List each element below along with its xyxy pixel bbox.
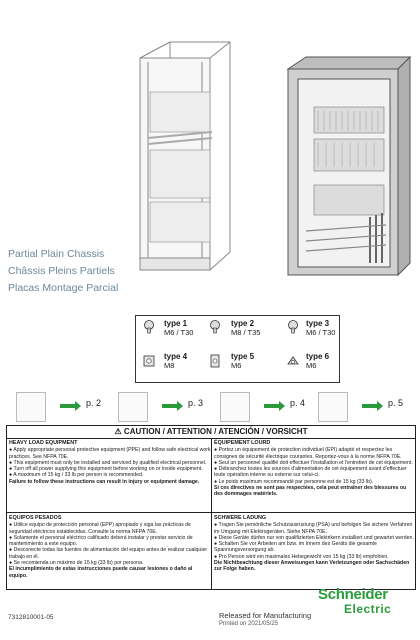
caution-spanish: EQUIPOS PESADOS ● Utilice equipo de protección personal (EPP) apropiado y siga las prácticas de seguridad eléctricos establecidas. Consulte la norma NFPA 70E. ● Solamente el personal eléctrico calificado deberá instalar y prestar servicio de mantenimiento a este equipo. ● Desconecte todas las fuentes de alimentación del equipo antes de realizar cualquier trabajo en él. ● Se recomienda un máximo de 15 kg (33 lb) por persona. El incumplimiento de estas instrucciones puede causar lesiones o daño al equipo.: [9, 515, 208, 579]
step-thumbnail: [16, 392, 46, 422]
print-date: Printed on 2021/05/25: [219, 621, 279, 627]
spring-nut-icon: [286, 354, 300, 368]
torx-screw-icon: [142, 320, 156, 334]
caution-header: ⚠ CAUTION / ATTENTION / ATENCIÓN / VORSICHT: [7, 426, 415, 439]
nav-page-3[interactable]: p. 3: [118, 388, 218, 424]
column-divider: [211, 438, 212, 589]
arrow-right-icon: [60, 404, 76, 408]
arrow-right-icon: [362, 404, 378, 408]
row-divider: [7, 512, 415, 513]
screw-with-washer-icon: [286, 320, 300, 334]
title-english: Partial Plain Chassis: [8, 248, 105, 260]
arrow-right-icon: [162, 404, 178, 408]
page-navigation-strip: [6, 388, 416, 424]
caution-block: [6, 425, 416, 590]
step-thumbnail: [318, 392, 348, 422]
type-6: type 6 M6: [306, 352, 330, 370]
cage-nut-icon: [142, 354, 156, 368]
nav-page-2[interactable]: p. 2: [16, 388, 116, 424]
title-spanish: Placas Montage Parcial: [8, 282, 119, 294]
type-5: type 5 M6: [231, 352, 255, 370]
schneider-electric-logo: Schneider Electric: [318, 586, 392, 616]
step-thumbnail: [220, 392, 250, 422]
clip-nut-icon: [208, 354, 222, 368]
enclosure-frame-illustration: [120, 30, 270, 290]
type-2: type 2 M8 / T35: [231, 319, 261, 337]
caution-french: ÉQUIPEMENT LOURD ● Portez un équipement de protection individuel (EPI) adapté et respectez les consignes de sécurité électrique courantes. Reportez-vous à la norme NFPA 70E. ● Seul un personnel qualifié doit effectuer l'installation et l'entretien de cet équipement. ● Débranchez toutes les sources d'alimentation de cet équipement avant d'effectuer toute opération interne ou externe sur celui-ci. ● Le poids maximum recommandé par personne est de 15 kg (33 lb). Si ces directives ne sont pas respectées, cela peut entraîner des blessures ou des dommages matériels.: [214, 440, 413, 498]
type-4: type 4 M8: [164, 352, 188, 370]
type-1: type 1 M6 / T30: [164, 319, 194, 337]
type-3: type 3 M6 / T30: [306, 319, 336, 337]
title-french: Châssis Pleins Partiels: [8, 265, 115, 277]
enclosure-equipped-illustration: [270, 55, 415, 285]
release-status: Released for Manufacturing: [219, 611, 312, 620]
nav-page-4[interactable]: p. 4: [220, 388, 320, 424]
caution-english: HEAVY LOAD EQUIPMENT ● Apply appropriate personal protective equipment (PPE) and follow safe electrical work practices. See NFPA 70E. ● This equipment must only be installed and serviced by qualified electrical personnel. ● Turn off all power supplying this equipment before working on or inside equipment. ● A maximum of 15 kg / 33 lb per person is recommended. Failure to follow these instructions can result in injury or equipment damage.: [9, 440, 211, 485]
warning-triangle-icon: ⚠: [114, 427, 124, 436]
step-thumbnail: [118, 392, 148, 422]
torx-screw-icon: [208, 320, 222, 334]
caution-german: SCHWERE LADUNG ● Tragen Sie persönliche Schutzausrüstung (PSA) und befolgen Sie sichere Verfahren im Umgang mit Elektrogeräten. Siehe NFPA 70E. ● Diese Geräte dürfen nur von qualifizierten Elektrikern installiert und gewartet werden. ● Schalten Sie vor Arbeiten am bzw. im Innern des Geräts die gesamte Spannungsversorgung ab. ● Pro Person wird ein maximales Hebegewicht von 15 kg (33 lb) empfohlen. Die Nichtbeachtung dieser Anweisungen kann Verletzungen oder Sachschäden zur Folge haben.: [214, 515, 414, 573]
nav-page-5[interactable]: p. 5: [318, 388, 414, 424]
screw-types-box: [135, 315, 340, 383]
document-number: 7312810001-05: [8, 614, 54, 621]
arrow-right-icon: [264, 404, 280, 408]
